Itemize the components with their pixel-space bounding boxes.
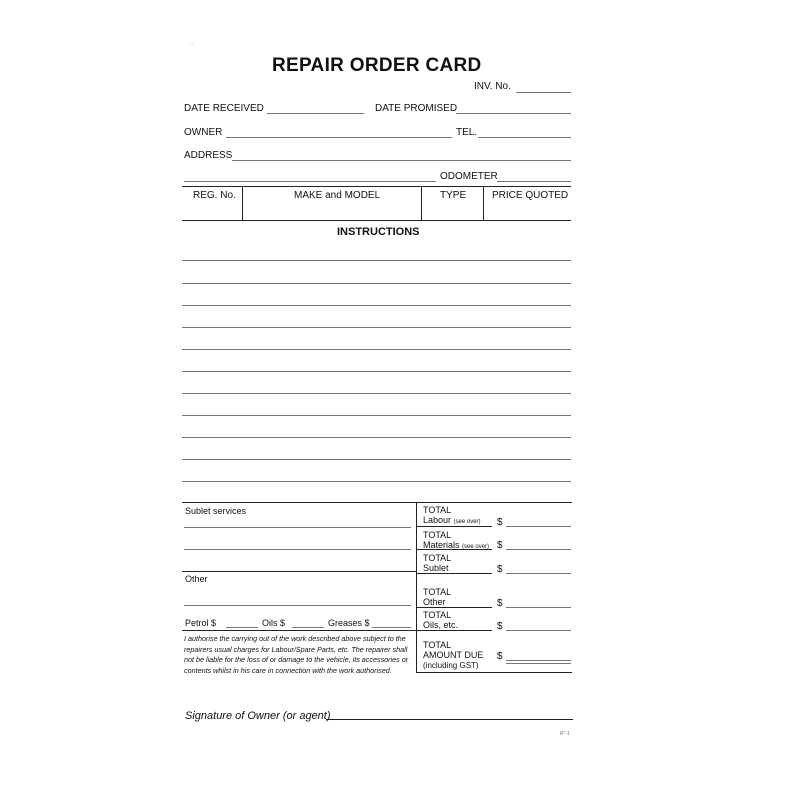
other-line[interactable]	[184, 605, 411, 606]
instruction-line[interactable]	[182, 260, 571, 261]
address-label: ADDRESS	[184, 150, 233, 161]
instruction-line[interactable]	[182, 349, 571, 350]
total-label: TOTAL	[423, 610, 452, 620]
instructions-heading: INSTRUCTIONS	[337, 226, 420, 238]
total-amount-due-field[interactable]	[506, 660, 571, 661]
currency-sign: $	[497, 517, 503, 528]
total-label: TOTAL	[423, 640, 452, 650]
instruction-line[interactable]	[182, 437, 571, 438]
sublet-services-label: Sublet services	[185, 506, 247, 516]
instruction-line[interactable]	[182, 393, 571, 394]
total-sublet-field[interactable]	[506, 573, 571, 574]
instruction-line[interactable]	[182, 371, 571, 372]
instruction-line[interactable]	[182, 459, 571, 460]
tel-line[interactable]	[478, 137, 571, 138]
address-line[interactable]	[232, 160, 571, 161]
signature-line[interactable]	[326, 719, 573, 720]
date-received-line[interactable]	[267, 113, 364, 114]
sublet-line[interactable]	[184, 527, 411, 528]
greases-label: Greases $	[328, 618, 370, 628]
greases-line[interactable]	[372, 627, 411, 628]
total-labour-field[interactable]	[506, 526, 571, 527]
currency-sign: $	[497, 540, 503, 551]
total-type: Materials	[423, 540, 460, 550]
total-materials-field[interactable]	[506, 549, 571, 550]
owner-line[interactable]	[226, 137, 452, 138]
totals-separator	[416, 630, 492, 631]
oils-line[interactable]	[292, 627, 324, 628]
total-note: (see over)	[462, 544, 490, 550]
vehicle-table-divider	[421, 186, 422, 220]
total-amount-due-underline	[506, 663, 571, 664]
currency-sign: $	[497, 598, 503, 609]
price-quoted-header: PRICE QUOTED	[492, 190, 569, 201]
inv-no-line[interactable]	[516, 92, 571, 93]
total-label: TOTAL	[423, 587, 452, 597]
instruction-line[interactable]	[182, 415, 571, 416]
form-code: R"-1	[560, 731, 570, 737]
total-type: Other	[423, 597, 446, 607]
make-model-header: MAKE and MODEL	[294, 190, 381, 201]
date-promised-label: DATE PROMISED	[375, 103, 458, 114]
total-type: AMOUNT DUE	[423, 650, 484, 660]
instruction-line[interactable]	[182, 481, 571, 482]
instruction-line[interactable]	[182, 305, 571, 306]
vehicle-table-bottom	[182, 220, 571, 221]
total-label: TOTAL	[423, 553, 452, 563]
totals-separator	[416, 607, 492, 608]
tel-label: TEL.	[456, 127, 478, 138]
totals-section-top	[182, 502, 572, 503]
petrol-label: Petrol $	[185, 618, 217, 628]
vehicle-table-divider	[483, 186, 484, 220]
instruction-line[interactable]	[182, 327, 571, 328]
instruction-line[interactable]	[182, 283, 571, 284]
currency-sign: $	[497, 564, 503, 575]
vehicle-table-top	[182, 186, 571, 187]
total-oils-field[interactable]	[506, 630, 571, 631]
date-received-label: DATE RECEIVED	[184, 103, 264, 114]
sublet-line[interactable]	[184, 549, 411, 550]
totals-separator	[416, 549, 492, 550]
odometer-line[interactable]	[497, 181, 571, 182]
totals-separator	[416, 526, 492, 527]
owner-label: OWNER	[184, 127, 223, 138]
total-type: Labour	[423, 515, 452, 525]
inv-no-label: INV. No.	[474, 81, 511, 92]
sublet-divider	[182, 571, 416, 572]
form-title: REPAIR ORDER CARD	[272, 55, 482, 76]
total-note: (see over)	[453, 519, 481, 525]
reg-no-header: REG. No.	[193, 190, 236, 201]
date-promised-line[interactable]	[456, 113, 571, 114]
total-note: (including GST)	[423, 661, 479, 670]
total-type: Sublet	[423, 563, 449, 573]
petrol-divider	[182, 630, 416, 631]
total-type: Oils, etc.	[423, 620, 459, 630]
oils-label: Oils $	[262, 618, 286, 628]
type-header: TYPE	[440, 190, 467, 201]
total-label: TOTAL	[423, 530, 452, 540]
totals-section-divider	[416, 502, 417, 672]
signature-label: Signature of Owner (or agent)	[185, 710, 331, 722]
authorisation-text: I authorise the carrying out of the work described above subject to the repairers usual charges for Labour/Spare Parts, etc. The repairer shall not be liable for the loss of or damage to the vehicle, its accessories or contents whilst in his care in connection with the work authorised.	[184, 634, 409, 675]
currency-sign: $	[497, 651, 503, 662]
other-label: Other	[185, 574, 208, 584]
total-other-field[interactable]	[506, 607, 571, 608]
total-label: TOTAL	[423, 505, 452, 515]
vehicle-table-divider	[242, 186, 243, 220]
currency-sign: $	[497, 621, 503, 632]
address-line-2[interactable]	[184, 181, 436, 182]
odometer-label: ODOMETER	[440, 171, 498, 182]
corner-scribble: ..	[190, 40, 194, 46]
totals-separator	[416, 573, 492, 574]
totals-section-bottom	[416, 672, 572, 673]
petrol-line[interactable]	[226, 627, 258, 628]
